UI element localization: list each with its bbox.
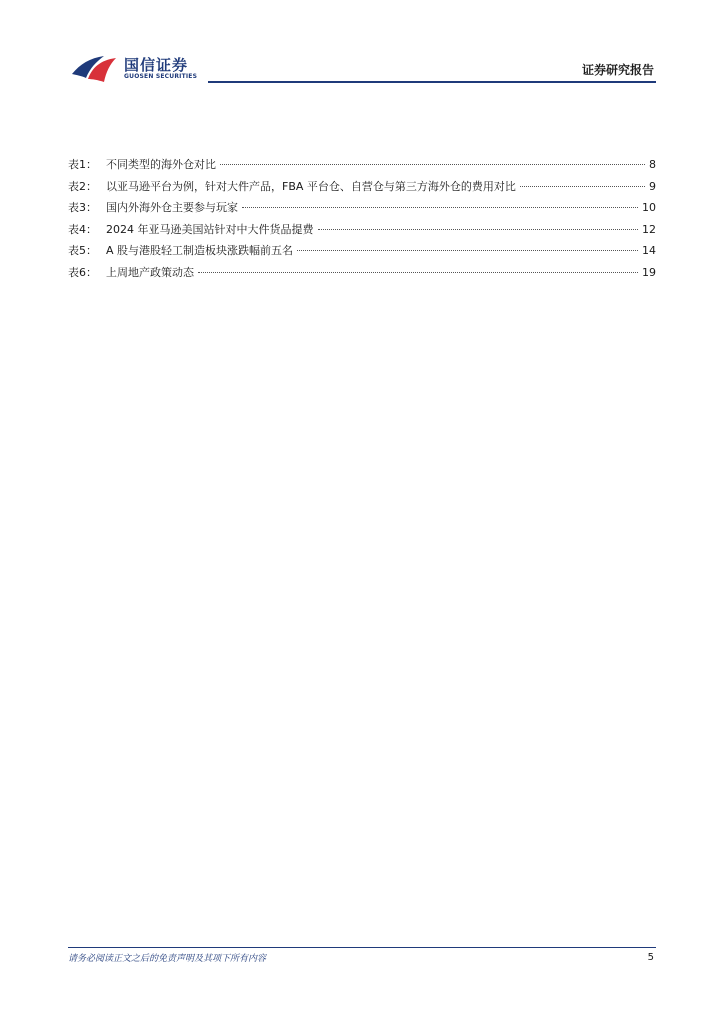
- toc-entry[interactable]: [68, 180, 656, 202]
- toc-entry-page[interactable]: 14: [642, 244, 656, 257]
- toc-entry[interactable]: [68, 158, 656, 180]
- toc-entry[interactable]: [68, 201, 656, 223]
- toc-entry-page[interactable]: 9: [649, 179, 656, 193]
- page-header: [0, 0, 724, 90]
- report-type-label: 证券研究报告: [581, 63, 654, 77]
- toc-entry-page[interactable]: 8: [649, 158, 656, 171]
- toc-entry-label: 表1：: [68, 158, 97, 171]
- logo-text-en: GUOSEN SECURITIES: [124, 73, 198, 80]
- toc-entry[interactable]: [68, 223, 656, 245]
- toc-entry-title[interactable]: 以亚马逊平台为例，针对大件产品，FBA 平台仓、自营仓与第三方海外仓的费用对比: [106, 179, 516, 193]
- table-of-tables: [68, 158, 656, 287]
- toc-entry-page[interactable]: 19: [642, 265, 656, 279]
- toc-dot-leader: [318, 229, 639, 230]
- toc-entry-label: 表4：: [68, 222, 97, 236]
- toc-entry-title[interactable]: 国内外海外仓主要参与玩家: [106, 201, 238, 214]
- toc-dot-leader: [198, 272, 638, 273]
- disclaimer-note: 请务必阅读正文之后的免责声明及其项下所有内容: [68, 954, 267, 964]
- toc-entry-title[interactable]: 上周地产政策动态: [106, 265, 194, 279]
- toc-entry[interactable]: [68, 244, 656, 266]
- toc-dot-leader: [220, 164, 645, 165]
- logo-text-cn: 国信证券: [124, 56, 189, 74]
- toc-entry-title[interactable]: A 股与港股轻工制造板块涨跌幅前五名: [106, 244, 294, 257]
- page-number: 5: [647, 952, 654, 963]
- toc-entry-label: 表5：: [68, 244, 97, 257]
- toc-entry[interactable]: [68, 266, 656, 288]
- toc-entry-page[interactable]: 10: [642, 201, 656, 214]
- toc-entry-label: 表3：: [68, 201, 97, 214]
- toc-entry-label: 表2：: [68, 179, 97, 193]
- header-divider: [208, 81, 656, 83]
- guosen-logo-icon: [70, 52, 122, 84]
- toc-dot-leader: [297, 250, 638, 251]
- guosen-logo: [70, 52, 210, 86]
- toc-entry-label: 表6：: [68, 265, 97, 279]
- toc-entry-title[interactable]: 不同类型的海外仓对比: [106, 158, 216, 171]
- toc-dot-leader: [520, 186, 645, 187]
- toc-entry-page[interactable]: 12: [642, 222, 656, 236]
- toc-dot-leader: [242, 207, 638, 208]
- footer-divider: [68, 947, 656, 948]
- toc-entry-title[interactable]: 2024 年亚马逊美国站针对中大件货品提费: [106, 222, 314, 236]
